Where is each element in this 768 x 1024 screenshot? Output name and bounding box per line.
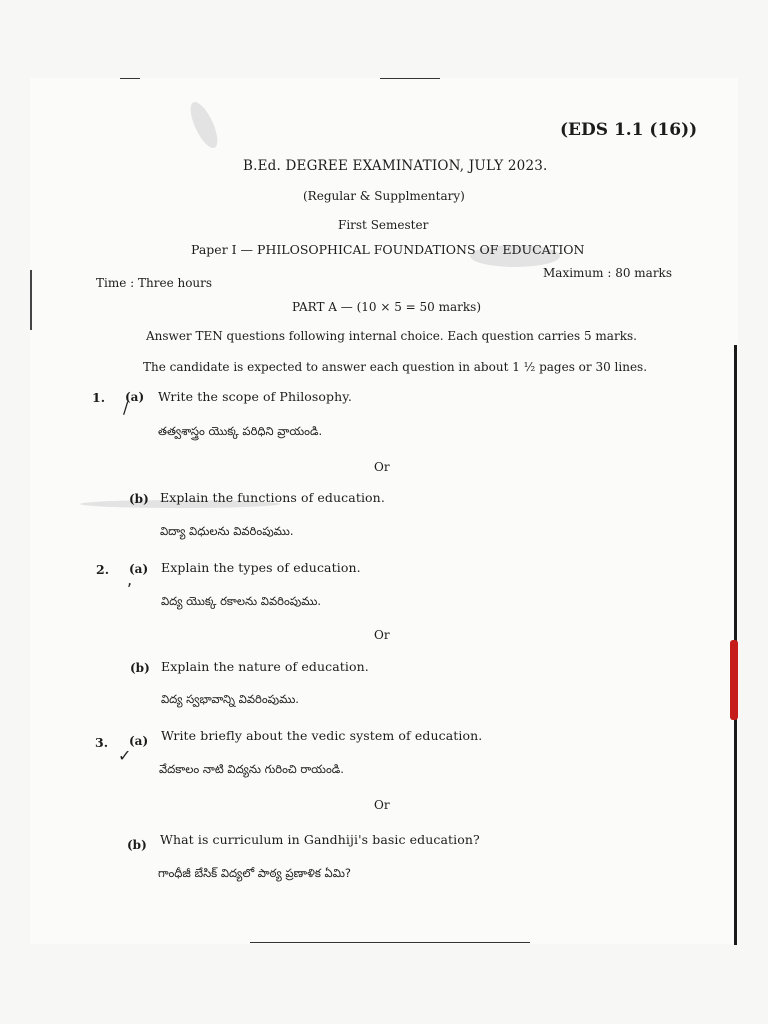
instruction-line: The candidate is expected to answer each question in about 1 ½ pages or 30 lines. bbox=[143, 360, 648, 374]
scan-line bbox=[380, 78, 440, 79]
option-label: (b) bbox=[130, 661, 150, 675]
question-text-te: వేదకాలం నాటి విద్యను గురించి రాయండి. bbox=[159, 762, 344, 776]
maximum-marks: Maximum : 80 marks bbox=[543, 266, 672, 280]
question-text-en: Explain the functions of education. bbox=[160, 490, 385, 505]
question-text-te: తత్వశాస్త్రం యొక్క పరిధిని వ్రాయండి. bbox=[158, 424, 323, 438]
scan-line bbox=[120, 78, 140, 79]
scan-edge bbox=[30, 270, 32, 330]
exam-type: (Regular & Supplmentary) bbox=[303, 189, 465, 203]
part-heading: PART A — (10 × 5 = 50 marks) bbox=[292, 300, 481, 314]
handwritten-tick-icon: / bbox=[123, 398, 129, 417]
question-number: 3. bbox=[95, 735, 109, 750]
question-text-en: Write the scope of Philosophy. bbox=[158, 389, 352, 404]
question-number: 1. bbox=[92, 390, 106, 405]
question-text-en: What is curriculum in Gandhiji's basic education? bbox=[160, 832, 480, 847]
question-text-te: గాంధీజీ బేసిక్ విద్యలో పాఠ్య ప్రణాళిక ఏమి? bbox=[158, 866, 351, 880]
question-text-te: విద్య స్వభావాన్ని వివరింపుము. bbox=[161, 692, 299, 706]
option-label: (b) bbox=[127, 838, 147, 852]
option-label: (a) bbox=[129, 734, 149, 748]
option-label: (b) bbox=[129, 492, 149, 506]
question-text-te: విద్య యొక్క రకాలను వివరింపుము. bbox=[161, 594, 322, 608]
exam-paper-sheet bbox=[30, 78, 738, 944]
instruction-line: Answer TEN questions following internal choice. Each question carries 5 marks. bbox=[146, 329, 637, 343]
question-text-te: విద్యా విధులను వివరింపుము. bbox=[160, 524, 294, 538]
question-text-en: Explain the nature of education. bbox=[161, 659, 369, 674]
semester: First Semester bbox=[338, 218, 429, 232]
option-label: (a) bbox=[125, 390, 145, 404]
or-separator: Or bbox=[374, 628, 390, 642]
option-label: (a) bbox=[129, 562, 149, 576]
handwritten-tick-icon: , bbox=[127, 570, 133, 589]
or-separator: Or bbox=[374, 798, 390, 812]
exam-title: B.Ed. DEGREE EXAMINATION, JULY 2023. bbox=[243, 158, 548, 174]
scan-edge-red bbox=[730, 640, 738, 720]
paper-title: Paper I — PHILOSOPHICAL FOUNDATIONS OF EDUCATION bbox=[191, 242, 585, 257]
handwritten-tick-icon: ✓ bbox=[118, 746, 132, 765]
question-text-en: Write briefly about the vedic system of education. bbox=[161, 728, 483, 743]
scan-line bbox=[250, 942, 530, 943]
time-allowed: Time : Three hours bbox=[96, 276, 213, 290]
paper-code: (EDS 1.1 (16)) bbox=[560, 120, 698, 140]
or-separator: Or bbox=[374, 460, 390, 474]
question-text-en: Explain the types of education. bbox=[161, 560, 361, 575]
question-number: 2. bbox=[96, 562, 110, 577]
